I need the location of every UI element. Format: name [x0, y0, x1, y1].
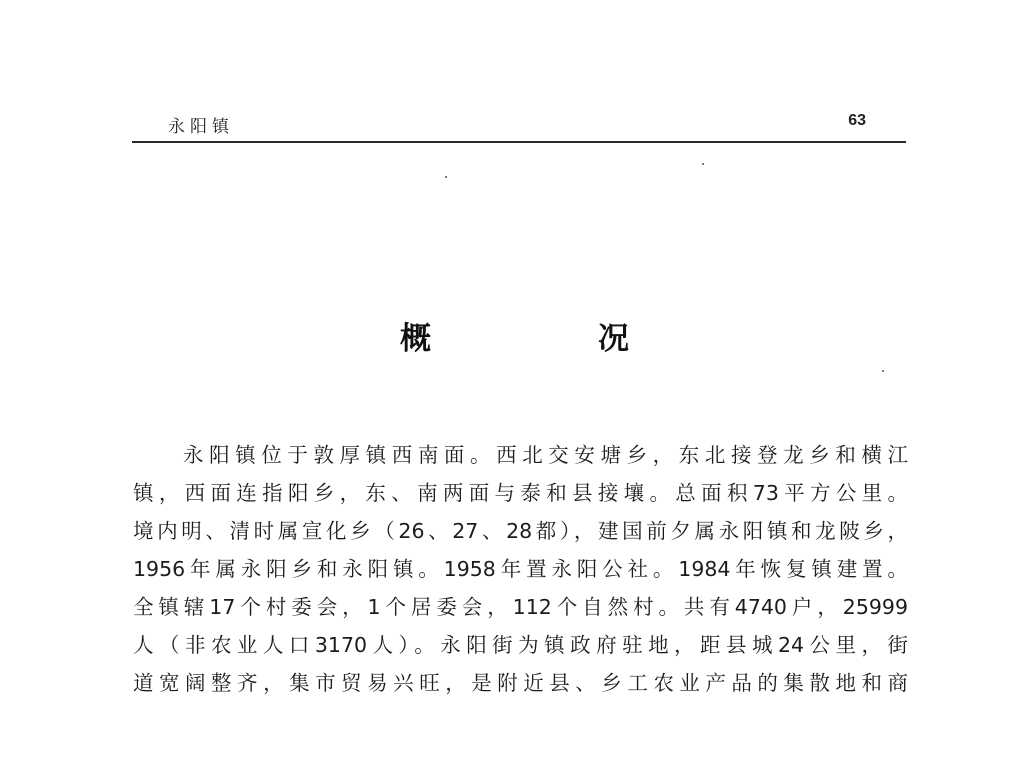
text-line: 全镇辖17个村委会，1个居委会，112个自然村。共有4740户，25999 — [133, 595, 908, 619]
running-head — [132, 108, 906, 138]
scan-speck — [882, 370, 884, 372]
text-line: 人（非农业人口3170人）。永阳街为镇政府驻地，距县城24公里，街 — [133, 633, 908, 657]
page-number: 63 — [848, 112, 866, 129]
section-title-char: 概 — [400, 321, 431, 357]
running-title: 永阳镇 — [168, 117, 234, 137]
text-line: 1956年属永阳乡和永阳镇。1958年置永阳公社。1984年恢复镇建置。 — [133, 557, 908, 581]
body-paragraph — [133, 436, 908, 702]
text-line: 境内明、清时属宣化乡（26、27、28都），建国前夕属永阳镇和龙陂乡， — [133, 519, 908, 543]
header-rule — [132, 141, 906, 143]
scan-speck — [702, 163, 704, 165]
text-line: 永阳镇位于敦厚镇西南面。西北交安塘乡，东北接登龙乡和横江 — [183, 443, 908, 467]
section-title-char: 况 — [598, 321, 629, 357]
text-line: 道宽阔整齐，集市贸易兴旺，是附近县、乡工农业产品的集散地和商 — [133, 671, 908, 695]
text-line: 镇，西面连指阳乡，东、南两面与泰和县接壤。总面积73平方公里。 — [133, 481, 908, 505]
scan-speck — [445, 176, 447, 178]
section-title — [400, 313, 640, 359]
